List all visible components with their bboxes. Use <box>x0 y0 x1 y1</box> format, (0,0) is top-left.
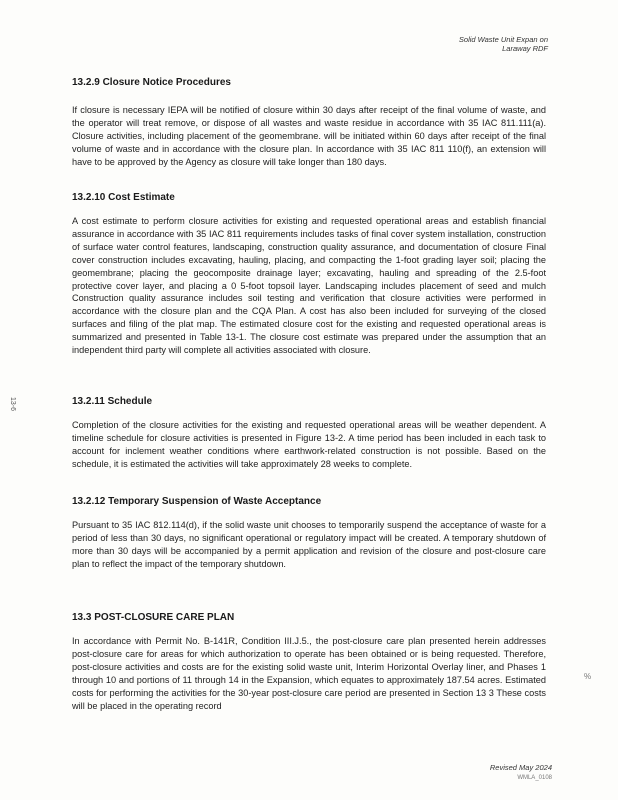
section-heading: 13.2.9 Closure Notice Procedures <box>72 77 231 88</box>
running-header <box>459 35 548 53</box>
section-post-closure-care-plan <box>72 611 546 712</box>
page-footer <box>490 763 552 783</box>
section-heading: 13.3 POST-CLOSURE CARE PLAN <box>72 612 235 623</box>
section-temporary-suspension <box>72 495 546 571</box>
section-paragraph: Completion of the closure activities for the existing and requested operational areas will be weather dependent. A timeline schedule for closure activities is presented in Figure 13-2. A time period has been included in each task to account for inclement weather conditions where earthwork-related construction is not possible. Based on the schedule, it is estimated the activities will take approximately 28 weeks to complete. <box>72 420 546 469</box>
side-page-number: 13-6 <box>9 397 16 412</box>
section-heading: 13.2.11 Schedule <box>72 396 153 407</box>
header-title: Solid Waste Unit Expan on <box>458 35 548 44</box>
section-heading: 13.2.10 Cost Estimate <box>72 192 175 203</box>
section-paragraph: Pursuant to 35 IAC 812.114(d), if the solid waste unit chooses to temporarily suspend the acceptance of waste for a period of less than 30 days, no significant operational or regulatory impact will be created. A temporary shutdown of more than 30 days will be accompanied by a permit application and revision of the closure and post-closure care plan to reflect the impact of the temporary shutdown. <box>72 520 546 569</box>
section-cost-estimate <box>72 191 546 357</box>
section-schedule <box>72 395 546 471</box>
margin-mark: % <box>584 672 592 681</box>
section-paragraph: A cost estimate to perform closure activities for existing and requested operational areas and establish financial assurance in accordance with 35 IAC 811 requirements includes tasks of final cover system installation, construction of surface water control features, landscaping, construction quality assurance, and documentation of closure Final cover construction includes excavating, hauling, placing, and compacting the 1-foot grading layer soil; placing the geomembrane; placing the geocomposite drainage layer; excavating, hauling and spreading of the 2.5-foot protective cover layer, and placing a 0 5-foot topsoil layer. Landscaping includes placement of seed and mulch Construction quality assurance includes soil testing and verification that closure activities were performed in accordance with the closure plan and the CQA Plan. A cost has also been included for surveying of the closed surfaces and filing of the plat map. The estimated closure cost for the existing and requested operational areas is summarized and presented in Table 13-1. The closure cost estimate was prepared under the assumption that an independent third party will complete all activities associated with closure. <box>72 216 546 356</box>
document-code: WMLA_0108 <box>517 775 552 781</box>
section-closure-notice <box>72 76 546 169</box>
header-facility: Laraway RDF <box>502 44 548 53</box>
revision-date: Revised May 2024 <box>489 763 552 772</box>
section-paragraph: If closure is necessary IEPA will be notified of closure within 30 days after receipt of the final volume of waste, and the operator will treat remove, or dispose of all wastes and waste residue in accordance with 35 IAC 811.111(a). Closure activities, including placement of the geomembrane. will be initiated within 60 days after receipt of the final volume of waste and in accordance with the closure plan. In accordance with 35 IAC 811 110(f), an extension will have to be approved by the Agency as closure will take longer than 180 days. <box>72 105 546 167</box>
section-heading: 13.2.12 Temporary Suspension of Waste Acceptance <box>72 496 322 507</box>
section-paragraph: In accordance with Permit No. B-141R, Condition III.J.5., the post-closure care plan presented herein addresses post-closure care for areas for which authorization to operate has been obtained or is being requested. Therefore, post-closure activities and costs are for the existing solid waste unit, Interim Horizontal Overlay liner, and Phases 1 through 10 and portions of 11 through 14 in the Expansion, which equates to approximately 187.54 acres. Estimated costs for performing the activities for the 30-year post-closure care period are presented in Section 13 3 These costs will be placed in the operating record <box>72 636 546 711</box>
